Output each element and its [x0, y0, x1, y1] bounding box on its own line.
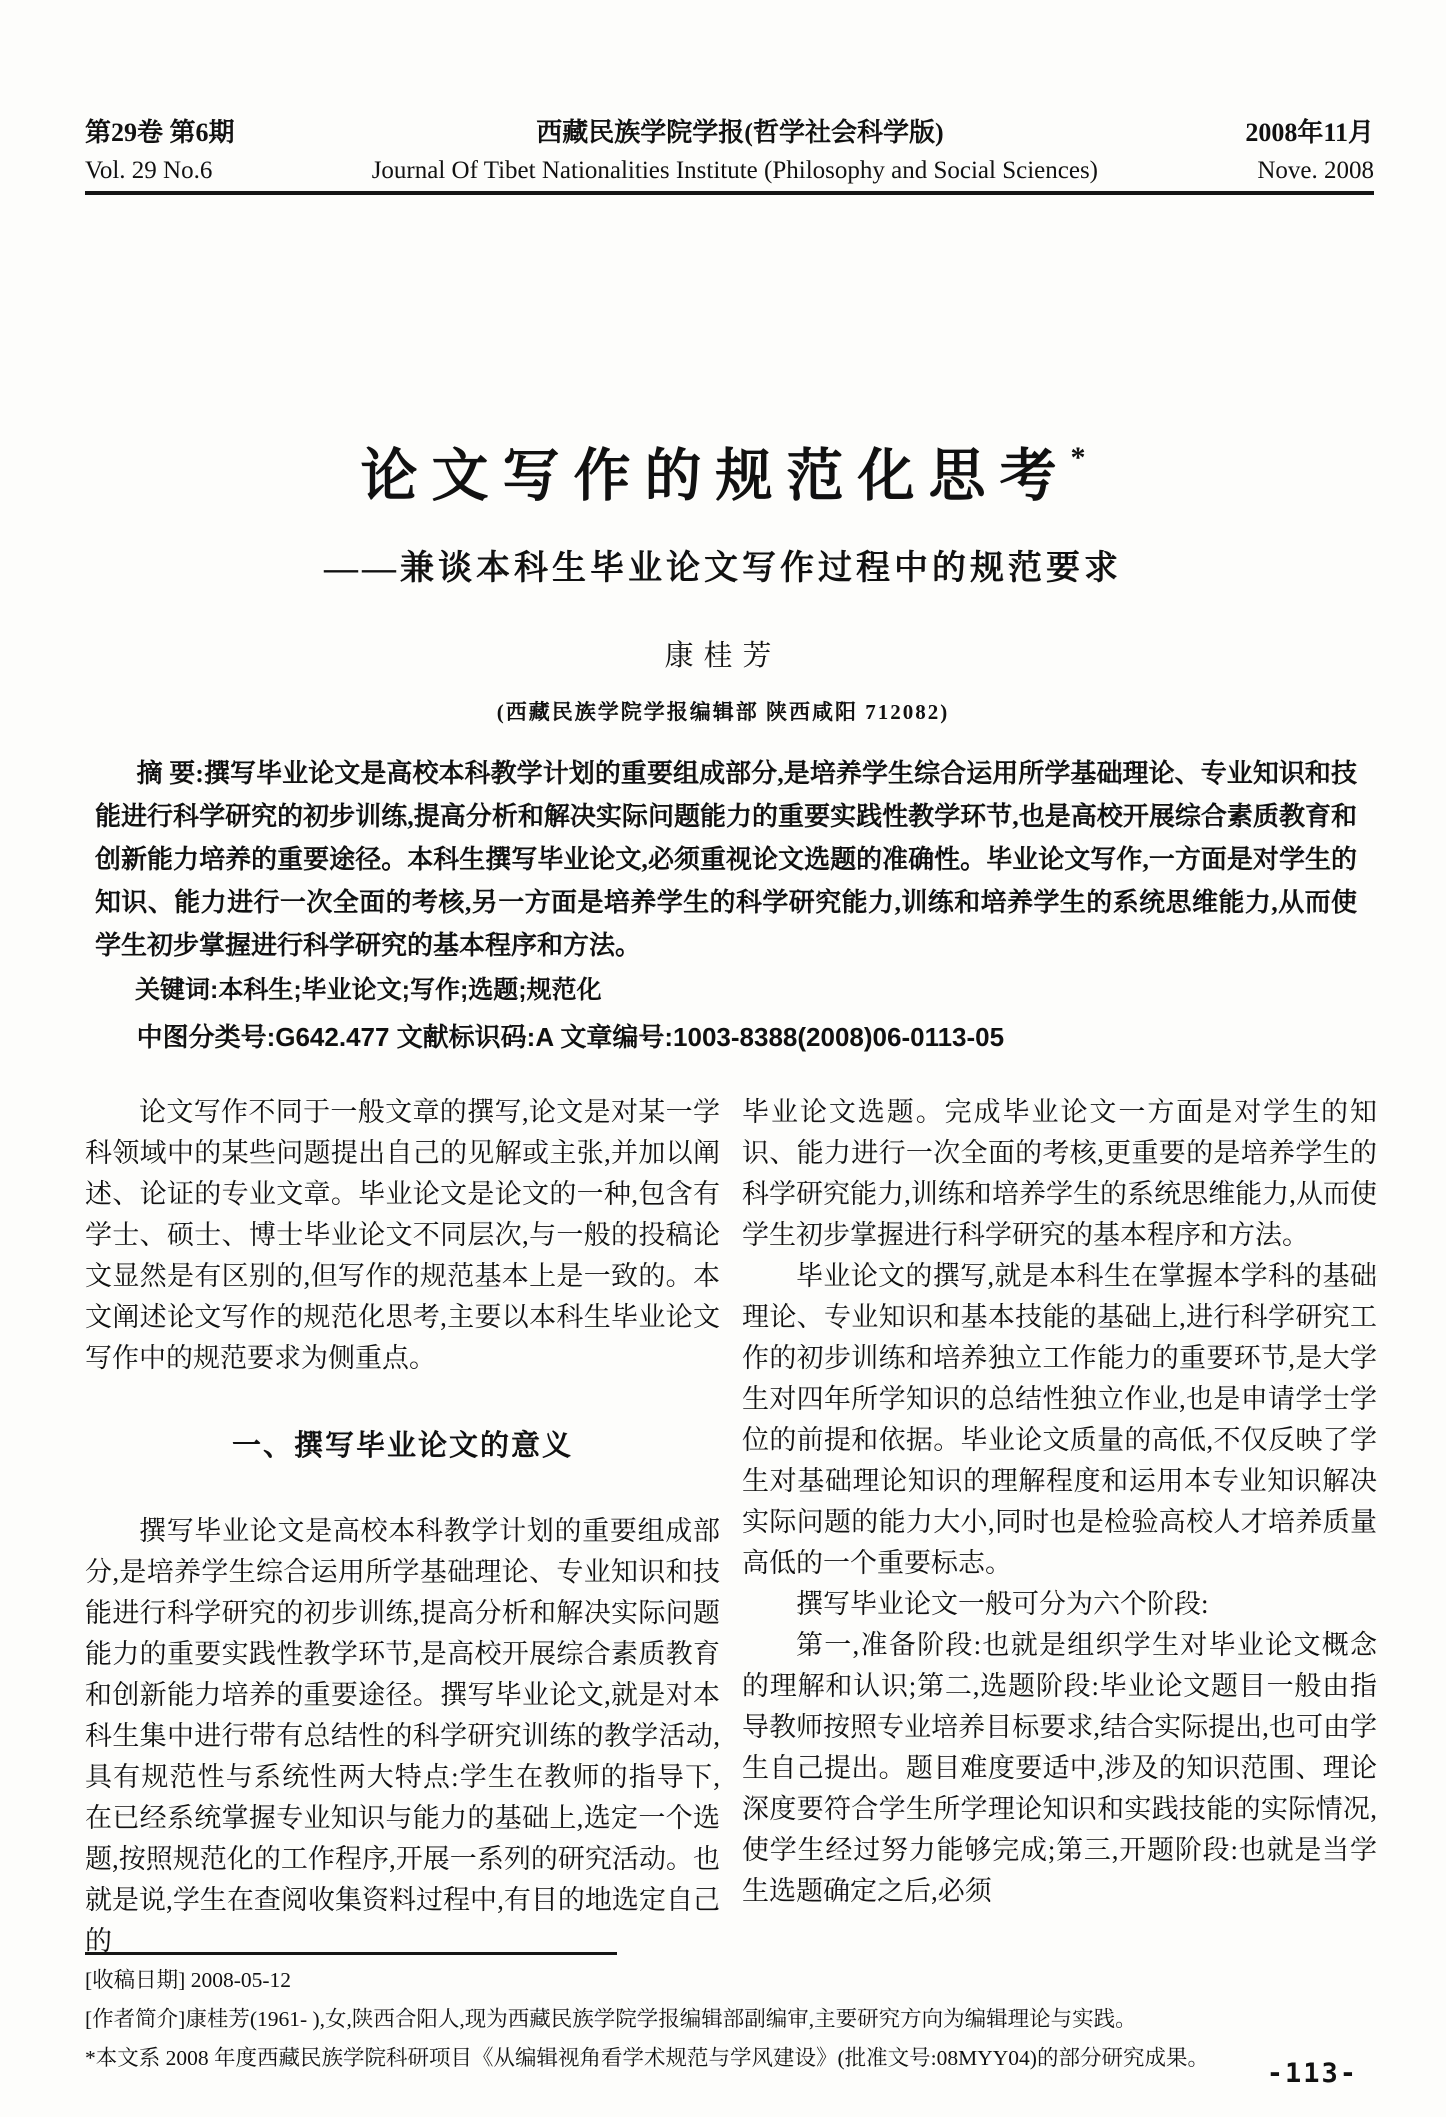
masthead-row-chinese — [85, 112, 1374, 149]
body-paragraph: 毕业论文选题。完成毕业论文一方面是对学生的知识、能力进行一次全面的考核,更重要的是培养学生的科学研究能力,训练和培养学生的系统思维能力,从而使学生初步掌握进行科学研究的基本程序和方法。 — [742, 1097, 1377, 1250]
footnote-author-bio: [作者简介]康桂芳(1961- ),女,陕西合阳人,现为西藏民族学院学报编辑部副编审,主要研究方向为编辑理论与实践。 — [85, 2007, 1137, 2031]
title-block — [0, 430, 1446, 726]
author-affiliation: (西藏民族学院学报编辑部 陕西咸阳 712082) — [496, 700, 950, 724]
footnote-project-note: *本文系 2008 年度西藏民族学院科研项目《从编辑视角看学术规范与学风建设》(批准文号:08MYY04)的部分研究成果。 — [85, 2046, 1209, 2070]
abstract-label: 摘 要: — [136, 759, 204, 788]
article-title-text: 论文写作的规范化思考 — [360, 445, 1071, 508]
keywords-label: 关键词: — [135, 976, 219, 1004]
body-paragraph: 撰写毕业论文一般可分为六个阶段: — [796, 1589, 1209, 1619]
page-number: -113- — [1266, 2058, 1358, 2089]
volume-issue-cn: 第29卷 第6期 — [85, 118, 235, 147]
abstract-section — [95, 752, 1357, 1059]
left-column — [85, 1092, 720, 1962]
issue-date-cn: 2008年11月 — [1245, 118, 1374, 147]
footnote-section — [85, 1952, 1377, 2078]
author-name: 康桂芳 — [664, 640, 782, 672]
journal-masthead — [85, 112, 1374, 195]
article-subtitle: ——兼谈本科生毕业论文写作过程中的规范要求 — [324, 550, 1122, 587]
article-body — [85, 1092, 1377, 1962]
keywords-text: 本科生;毕业论文;写作;选题;规范化 — [218, 976, 602, 1004]
journal-name-en: Journal Of Tibet Nationalities Institute (Philosophy and Social Sciences) — [371, 157, 1098, 184]
keywords-line — [95, 969, 1357, 1012]
right-column — [742, 1092, 1377, 1962]
title-footnote-marker: * — [1070, 441, 1086, 474]
abstract-text: 撰写毕业论文是高校本科教学计划的重要组成部分,是培养学生综合运用所学基础理论、专业知识和技能进行科学研究的初步训练,提高分析和解决实际问题能力的重要实践性教学环节,也是高校开展综合素质教育和创新能力培养的重要途径。本科生撰写毕业论文,必须重视论文选题的准确性。毕业论文写作,一方面是对学生的知识、能力进行一次全面的考核,另一方面是培养学生的科学研究能力,训练和培养学生的系统思维能力,从而使学生初步掌握进行科学研究的基本程序和方法。 — [95, 759, 1357, 960]
volume-issue-en: Vol. 29 No.6 — [85, 157, 213, 184]
body-paragraph: 第一,准备阶段:也就是组织学生对毕业论文概念的理解和认识;第二,选题阶段:毕业论文题目一般由指导教师按照专业培养目标要求,结合实际提出,也可由学生自己提出。题目难度要适中,涉及的知识范围、理论深度要符合学生所学理论知识和实践技能的实际情况,使学生经过努力能够完成;第三,开题阶段:也就是当学生选题确定之后,必须 — [742, 1630, 1377, 1906]
body-paragraph: 撰写毕业论文是高校本科教学计划的重要组成部分,是培养学生综合运用所学基础理论、专业知识和技能进行科学研究的初步训练,提高分析和解决实际问题能力的重要实践性教学环节,是高校开展综合素质教育和创新能力培养的重要途径。撰写毕业论文,就是对本科生集中进行带有总结性的科学研究训练的教学活动,具有规范性与系统性两大特点:学生在教师的指导下,在已经系统掌握专业知识与能力的基础上,选定一个选题,按照规范化的工作程序,开展一系列的研究活动。也就是说,学生在查阅收集资料过程中,有目的地选定自己的 — [85, 1516, 720, 1956]
body-paragraph: 论文写作不同于一般文章的撰写,论文是对某一学科领域中的某些问题提出自己的见解或主张,并加以阐述、论证的专业文章。毕业论文是论文的一种,包含有学士、硕士、博士毕业论文不同层次,与一般的投稿论文显然是有区别的,但写作的规范基本上是一致的。本文阐述论文写作的规范化思考,主要以本科生毕业论文写作中的规范要求为侧重点。 — [85, 1097, 720, 1373]
footnote-received-date: [收稿日期] 2008-05-12 — [85, 1968, 292, 1992]
footnote-divider — [85, 1952, 617, 1955]
section-heading-1: 一、撰写毕业论文的意义 — [231, 1430, 573, 1462]
body-paragraph: 毕业论文的撰写,就是本科生在掌握本学科的基础理论、专业知识和基本技能的基础上,进行科学研究工作的初步训练和培养独立工作能力的重要环节,是大学生对四年所学知识的总结性独立作业,也是申请学士学位的前提和依据。毕业论文质量的高低,不仅反映了学生对基础理论知识的理解程度和运用本专业知识解决实际问题的能力大小,同时也是检验高校人才培养质量高低的一个重要标志。 — [742, 1261, 1377, 1578]
article-title — [0, 430, 1446, 512]
clc-line: 中图分类号:G642.477 文献标识码:A 文章编号:1003-8388(2008)06-0113-05 — [136, 1022, 1005, 1052]
abstract-paragraph — [95, 752, 1357, 967]
issue-date-en: Nove. 2008 — [1257, 157, 1374, 184]
journal-name-cn: 西藏民族学院学报(哲学社会科学版) — [536, 118, 944, 147]
masthead-row-english — [85, 157, 1374, 195]
